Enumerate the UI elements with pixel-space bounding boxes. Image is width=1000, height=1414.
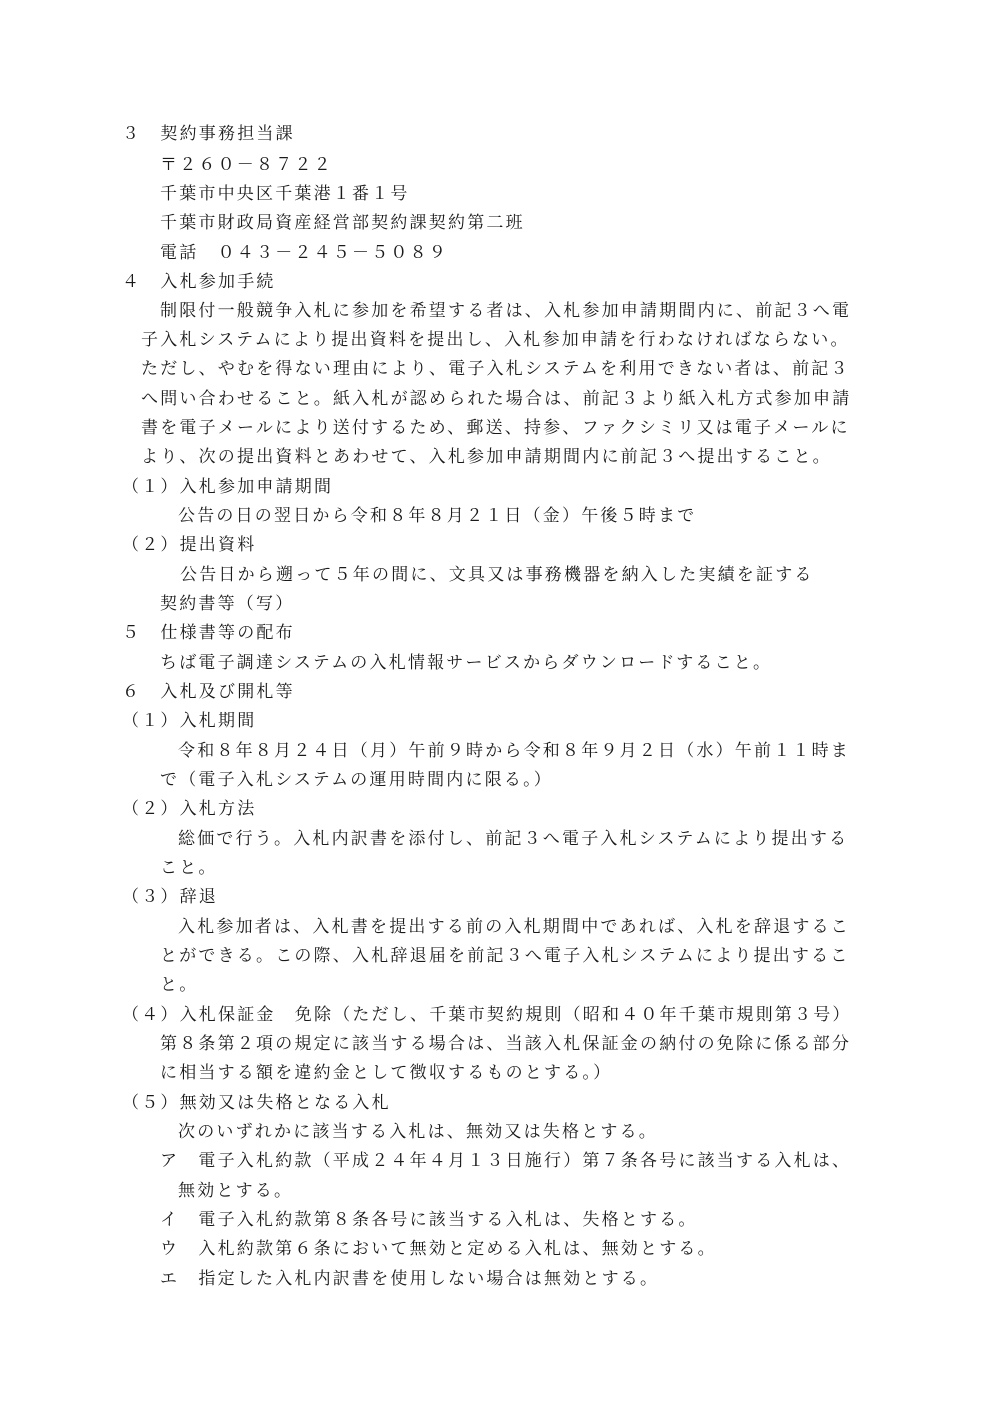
paragraph-line: 公告の日の翌日から令和８年８月２１日（金）午後５時まで [178,506,697,526]
paragraph-line: 令和８年８月２４日（月）午前９時から令和８年９月２日（水）午前１１時ま [178,741,850,761]
paragraph-line: 第８条第２項の規定に該当する場合は、当該入札保証金の納付の免除に係る部分 [160,1034,852,1054]
item-heading: （５）無効又は失格となる入札 [122,1093,391,1113]
paragraph-line: 契約書等（写） [160,594,295,614]
item-heading: （１）入札期間 [122,711,257,731]
paragraph-line: ただし、やむを得ない理由により、電子入札システムを利用できない者は、前記３ [141,359,850,379]
paragraph-line: 公告日から遡って５年の間に、文具又は事務機器を納入した実績を証する [180,565,814,585]
item-heading: （４）入札保証金 免除（ただし、千葉市契約規則（昭和４０年千葉市規則第３号） [122,1005,852,1025]
paragraph-line: とができる。この際、入札辞退届を前記３へ電子入札システムにより提出するこ [160,946,850,966]
address-line: 千葉市中央区千葉港１番１号 [160,184,410,204]
section-5-heading: ５ 仕様書等の配布 [122,623,295,643]
paragraph-line: 書を電子メールにより送付するため、郵送、持参、ファクシミリ又は電子メールに [141,418,850,438]
list-item: イ 電子入札約款第８条各号に該当する入札は、失格とする。 [160,1210,698,1230]
list-item: ア 電子入札約款（平成２４年４月１３日施行）第７条各号に該当する入札は、 [160,1151,852,1171]
section-4-heading: ４ 入札参加手続 [122,272,276,292]
paragraph-line: と。 [160,975,199,995]
section-6-heading: ６ 入札及び開札等 [122,682,295,702]
paragraph-line: へ問い合わせること。紙入札が認められた場合は、前記３より紙入札方式参加申請 [141,389,852,409]
list-item-continuation: 無効とする。 [178,1181,294,1201]
paragraph-line: ちば電子調達システムの入札情報サービスからダウンロードすること。 [160,653,773,673]
postal-code: 〒２６０－８７２２ [160,155,333,175]
paragraph-line: こと。 [160,858,218,878]
list-item: ウ 入札約款第６条において無効と定める入札は、無効とする。 [160,1239,717,1259]
department-line: 千葉市財政局資産経営部契約課契約第二班 [160,213,525,233]
item-heading: （２）提出資料 [122,535,257,555]
item-heading: （１）入札参加申請期間 [122,477,334,497]
list-item: エ 指定した入札内訳書を使用しない場合は無効とする。 [160,1269,660,1289]
paragraph-line: 制限付一般競争入札に参加を希望する者は、入札参加申請期間内に、前記３へ電 [160,301,852,321]
paragraph-line: 子入札システムにより提出資料を提出し、入札参加申請を行わなければならない。 [141,330,850,350]
paragraph-line: で（電子入札システムの運用時間内に限る。） [160,770,553,790]
paragraph-line: 入札参加者は、入札書を提出する前の入札期間中であれば、入札を辞退するこ [178,917,850,937]
paragraph-line: 次のいずれかに該当する入札は、無効又は失格とする。 [178,1122,658,1142]
paragraph-line: より、次の提出資料とあわせて、入札参加申請期間内に前記３へ提出すること。 [141,447,832,467]
paragraph-line: に相当する額を違約金として徴収するものとする。） [160,1063,613,1083]
item-heading: （２）入札方法 [122,799,257,819]
phone-line: 電話 ０４３－２４５－５０８９ [160,243,448,263]
section-3-heading: ３ 契約事務担当課 [122,124,295,144]
item-heading: （３）辞退 [122,887,218,907]
paragraph-line: 総価で行う。入札内訳書を添付し、前記３へ電子入札システムにより提出する [178,829,849,849]
